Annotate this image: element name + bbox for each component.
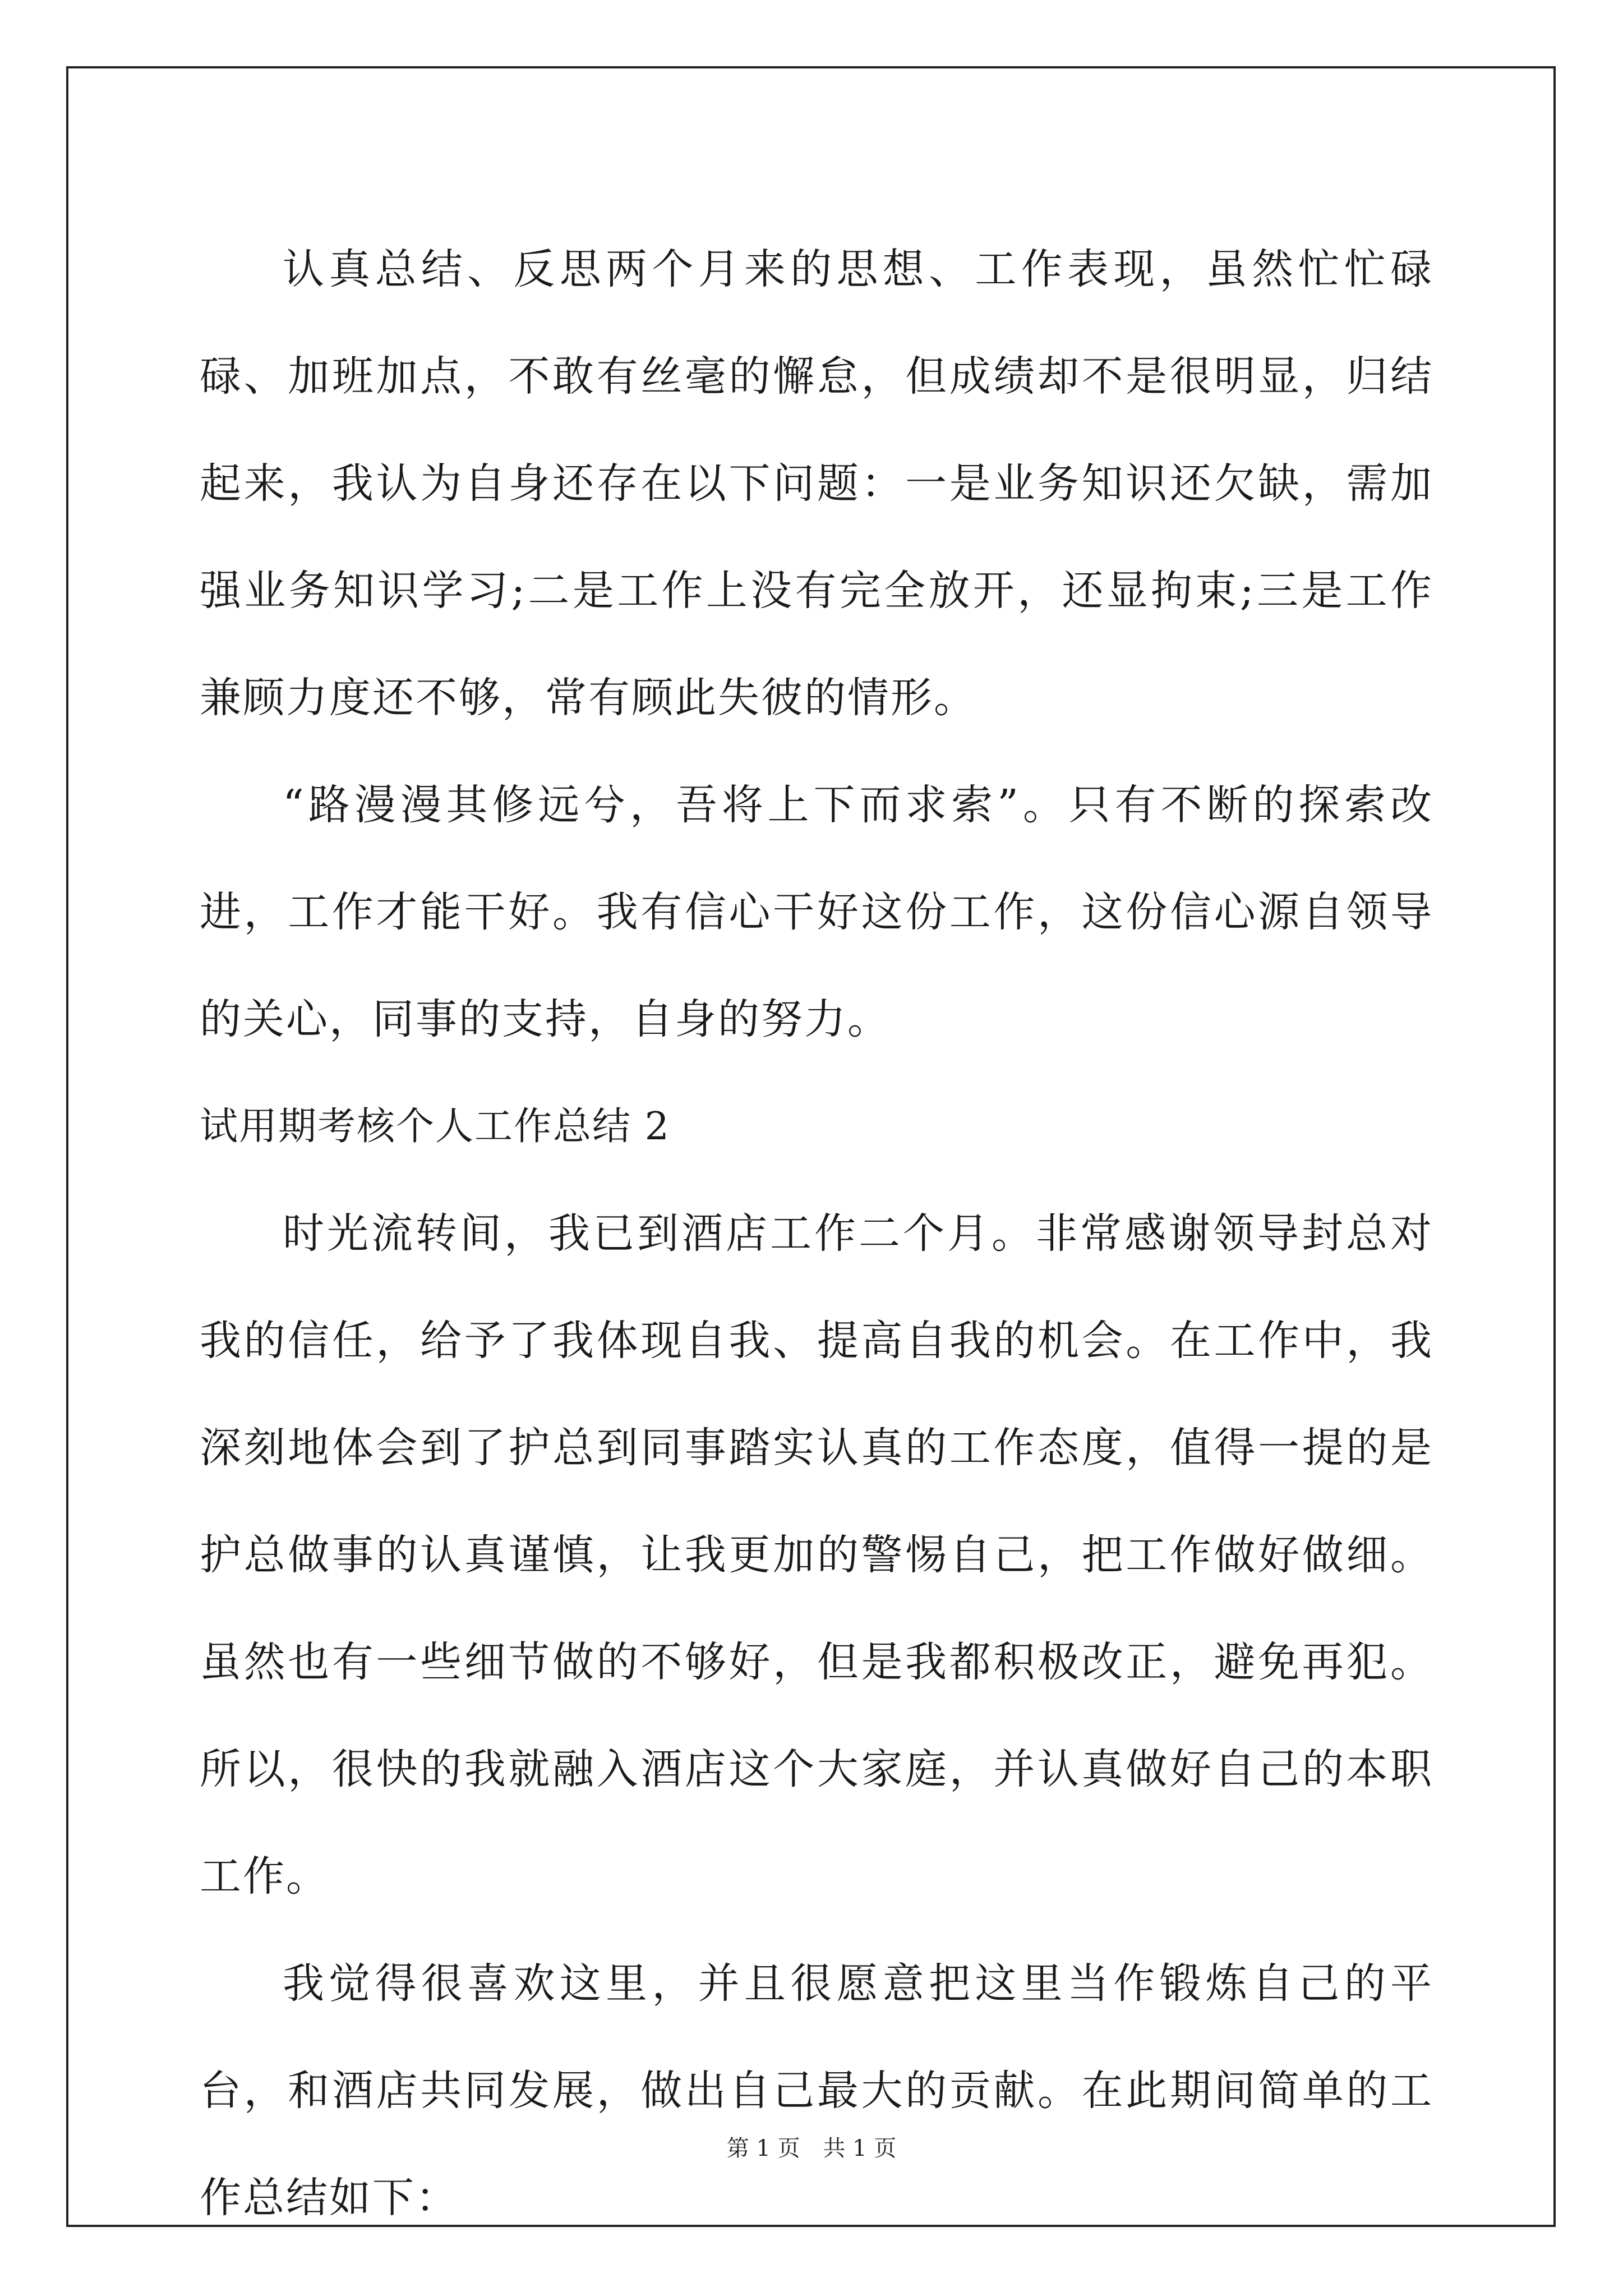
paragraph-summary-intro: 我觉得很喜欢这里，并且很愿意把这里当作锻炼自己的平台，和酒店共同发展，做出自己最大的贡献。在此期间简单的工作总结如下：: [200, 1959, 1433, 2222]
page-footer: [0, 2132, 1623, 2165]
paragraph-hotel-work: 时光流转间，我已到酒店工作二个月。非常感谢领导封总对我的信任，给予了我体现自我、提高自我的机会。在工作中，我深刻地体会到了护总到同事踏实认真的工作态度，值得一提的是护总做事的认真谨慎，让我更加的警惕自己，把工作做好做细。虽然也有一些细节做的不够好，但是我都积极改正，避免再犯。所以，很快的我就融入酒店这个大家庭，并认真做好自己的本职工作。: [200, 1209, 1433, 1901]
paragraph-self-reflection: 认真总结、反思两个月来的思想、工作表现，虽然忙忙碌碌、加班加点，不敢有丝毫的懈怠，但成绩却不是很明显，归结起来，我认为自身还存在以下问题：一是业务知识还欠缺，需加强业务知识学习;二是工作上没有完全放开，还显拘束;三是工作兼顾力度还不够，常有顾此失彼的情形。: [200, 245, 1433, 722]
section-heading: 试用期考核个人工作总结 2: [200, 1105, 670, 1149]
page-number-total: 共 1 页: [823, 2136, 897, 2161]
page-number-current: 第 1 页: [726, 2136, 800, 2161]
document-body: [200, 216, 1433, 2252]
paragraph-quote: “路漫漫其修远兮，吾将上下而求索”。只有不断的探索改进，工作才能干好。我有信心干好这份工作，这份信心源自领导的关心，同事的支持，自身的努力。: [200, 781, 1433, 1043]
